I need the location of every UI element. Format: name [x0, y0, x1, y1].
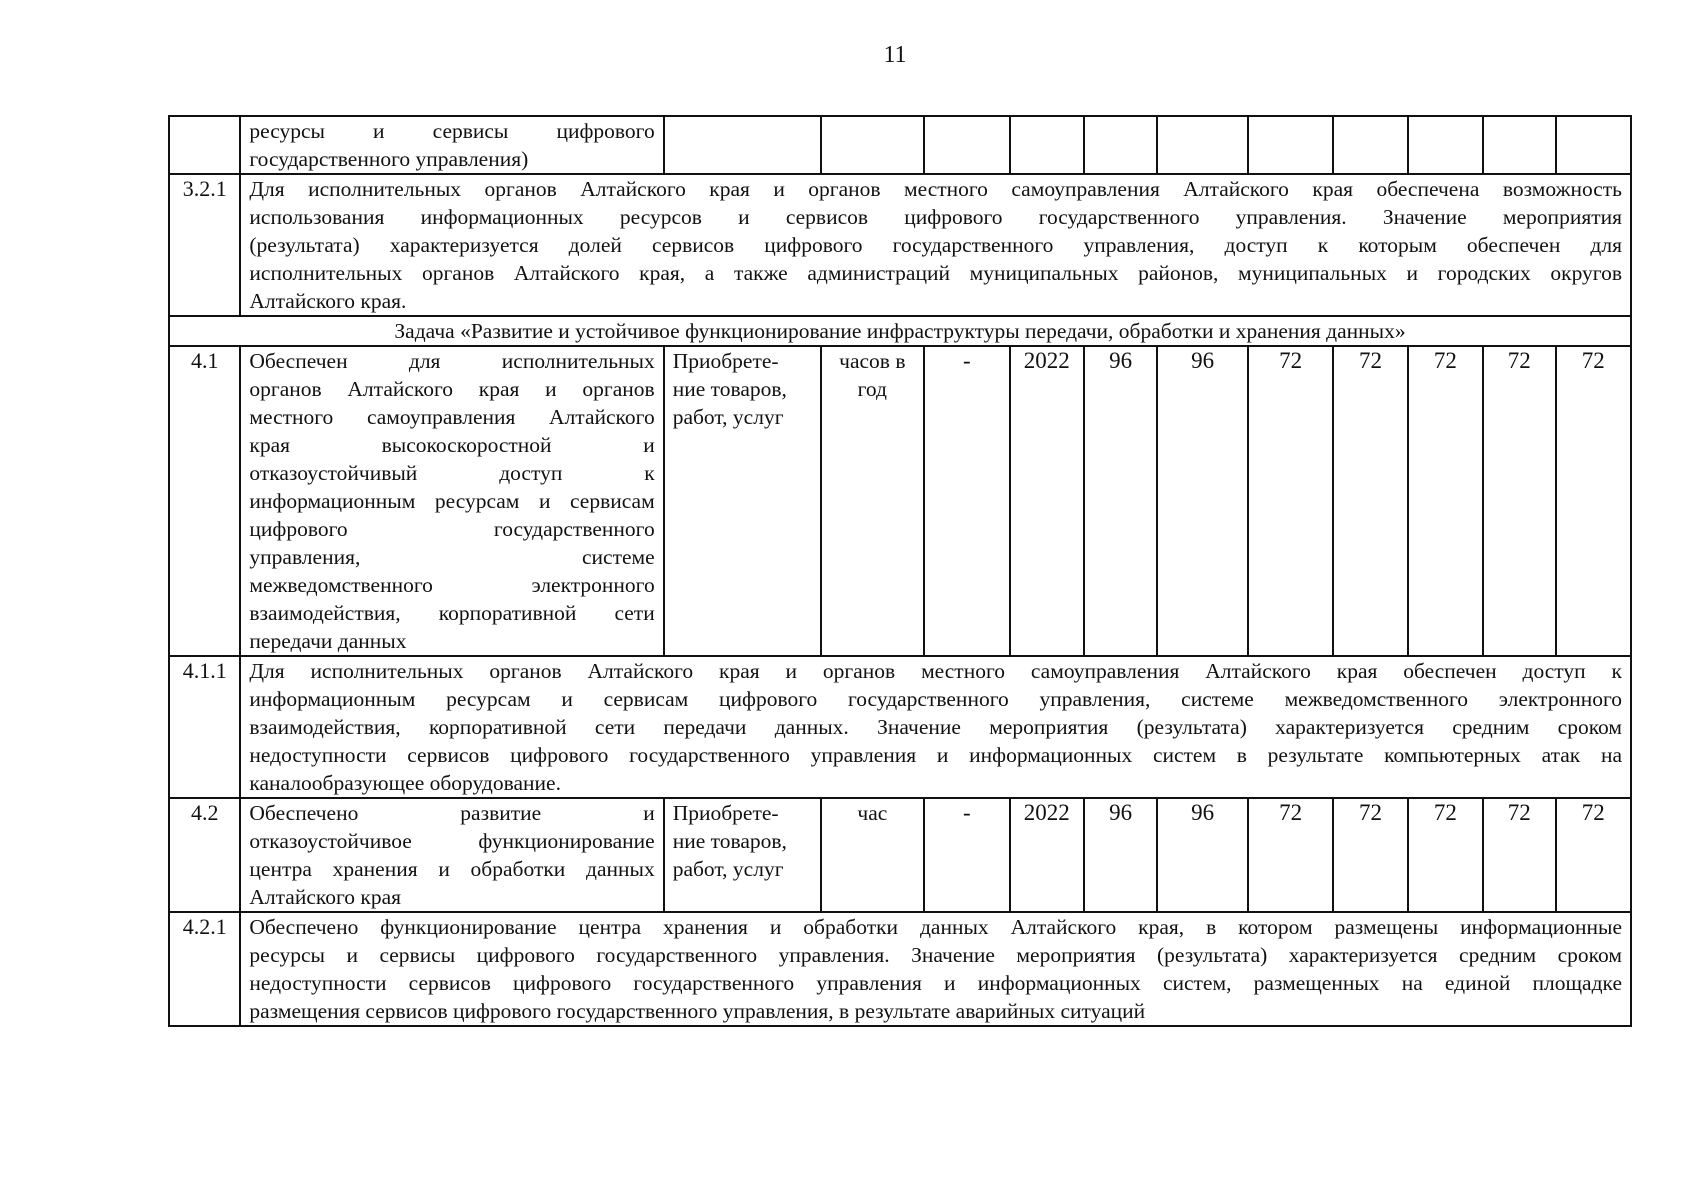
value-cell: 72 — [1248, 798, 1333, 912]
value-cell: 72 — [1483, 798, 1555, 912]
value-cell: 72 — [1556, 798, 1632, 912]
cell-name-continuation — [240, 116, 663, 174]
result-description — [240, 912, 1631, 1026]
base-year: 2022 — [1010, 346, 1084, 656]
text-line: недоступности сервисов цифрового государственного управления и информационных систем в результате компьютерных атак на — [249, 743, 1622, 767]
cell-empty — [821, 116, 925, 174]
text-line: органов Алтайского края и органов — [249, 377, 655, 401]
table-row-task — [169, 316, 1631, 346]
row-number: 4.1 — [169, 346, 240, 656]
text-line: Обеспечено функционирование центра хранения и обработки данных Алтайского края, в котором размещены информационные — [249, 915, 1622, 939]
text-line: передачи данных — [249, 629, 407, 653]
row-number: 4.1.1 — [169, 656, 240, 798]
text-line: местного самоуправления Алтайского — [249, 405, 655, 429]
row-number: 4.2 — [169, 798, 240, 912]
text-line: (результата) характеризуется долей сервисов цифрового государственного управления, доступ к которым обеспечен для — [249, 233, 1622, 257]
value-cell: 72 — [1408, 346, 1483, 656]
value-cell: 72 — [1333, 798, 1407, 912]
unit-of-measure — [821, 346, 925, 656]
text-line: межведомственного электронного — [249, 573, 655, 597]
cell-empty — [1556, 116, 1632, 174]
value-cell: 72 — [1483, 346, 1555, 656]
table-row-4-1-1 — [169, 656, 1631, 798]
cell-num-empty — [169, 116, 240, 174]
row-number: 4.2.1 — [169, 912, 240, 1026]
unit-of-measure — [821, 798, 925, 912]
text-line: Для исполнительных органов Алтайского края и органов местного самоуправления Алтайского края обеспечена возможность — [249, 177, 1622, 201]
indicator-name — [240, 798, 663, 912]
text-line: взаимодействия, корпоративной сети передачи данных. Значение мероприятия (результата) характеризуется средним сроком — [249, 715, 1622, 739]
text-line: использования информационных ресурсов и сервисов цифрового государственного управления. Значение мероприятия — [249, 205, 1622, 229]
text-line: исполнительных органов Алтайского края, а также администраций муниципальных районов, муниципальных и городских округов — [249, 261, 1622, 285]
cell-empty — [924, 116, 1009, 174]
text-line: отказоустойчивый доступ к — [249, 461, 655, 485]
cell-empty — [1157, 116, 1247, 174]
table-row-continuation — [169, 116, 1631, 174]
text-line: центра хранения и обработки данных — [249, 857, 655, 881]
text-line: Приобрете- — [672, 801, 779, 825]
text-line: час — [857, 801, 888, 825]
text-line: работ, услуг — [672, 405, 784, 429]
text-line: Приобрете- — [672, 349, 779, 373]
text-line: информационным ресурсам и сервисам цифрового государственного управления, системе межведомственного электронного — [249, 687, 1622, 711]
text-line: размещения сервисов цифрового государственного управления, в результате аварийных ситуаций — [249, 999, 1146, 1023]
text-line: информационным ресурсам и сервисам — [249, 489, 655, 513]
value-cell: 96 — [1084, 798, 1157, 912]
activity-type — [664, 798, 821, 912]
text-line: государственного управления) — [249, 147, 529, 171]
value-cell: 72 — [1333, 346, 1407, 656]
text-line: управления, системе — [249, 545, 655, 569]
task-heading: Задача «Развитие и устойчивое функционирование инфраструктуры передачи, обработки и хранения данных» — [169, 316, 1631, 346]
value-cell: 96 — [1157, 798, 1247, 912]
table-row-4-1 — [169, 346, 1631, 656]
table-row-4-2-1 — [169, 912, 1631, 1026]
row-number: 3.2.1 — [169, 174, 240, 316]
value-cell: 72 — [1408, 798, 1483, 912]
result-description — [240, 174, 1631, 316]
table-row-3-2-1 — [169, 174, 1631, 316]
text-line: год — [857, 377, 887, 401]
text-line: каналообразующее оборудование. — [249, 771, 561, 795]
value-cell: 96 — [1084, 346, 1157, 656]
text-line: края высокоскоростной и — [249, 433, 655, 457]
text-line: цифрового государственного — [249, 517, 655, 541]
text-line: Алтайского края. — [249, 289, 407, 313]
cell-empty — [1248, 116, 1333, 174]
text-line: Обеспечено развитие и — [249, 801, 655, 825]
text-line: взаимодействия, корпоративной сети — [249, 601, 655, 625]
activity-type — [664, 346, 821, 656]
text-line: ние товаров, — [672, 829, 787, 853]
cell-empty — [1483, 116, 1555, 174]
text-line: Обеспечен для исполнительных — [249, 349, 655, 373]
value-cell: 96 — [1157, 346, 1247, 656]
text-line: отказоустойчивое функционирование — [249, 829, 655, 853]
targets-table — [168, 115, 1632, 1027]
text-line: недоступности сервисов цифрового государственного управления и информационных систем, размещенных на единой площадке — [249, 971, 1622, 995]
text-line: часов в — [839, 349, 906, 373]
base-year: 2022 — [1010, 798, 1084, 912]
value-cell: 72 — [1556, 346, 1632, 656]
cell-empty — [1084, 116, 1157, 174]
text-line: работ, услуг — [672, 857, 784, 881]
text-line: ресурсы и сервисы цифрового — [249, 119, 655, 143]
value-cell: 72 — [1248, 346, 1333, 656]
table-row-4-2 — [169, 798, 1631, 912]
text-line: ресурсы и сервисы цифрового государственного управления. Значение мероприятия (результата) характеризуется средним сроком — [249, 943, 1622, 967]
indicator-name — [240, 346, 663, 656]
page-number: 11 — [883, 42, 907, 68]
base-value: - — [924, 346, 1009, 656]
cell-empty — [664, 116, 821, 174]
result-description — [240, 656, 1631, 798]
base-value: - — [924, 798, 1009, 912]
cell-empty — [1333, 116, 1407, 174]
cell-empty — [1010, 116, 1084, 174]
text-line: Для исполнительных органов Алтайского края и органов местного самоуправления Алтайского края обеспечен доступ к — [249, 659, 1622, 683]
text-line: Алтайского края — [249, 885, 402, 909]
text-line: ние товаров, — [672, 377, 787, 401]
cell-empty — [1408, 116, 1483, 174]
